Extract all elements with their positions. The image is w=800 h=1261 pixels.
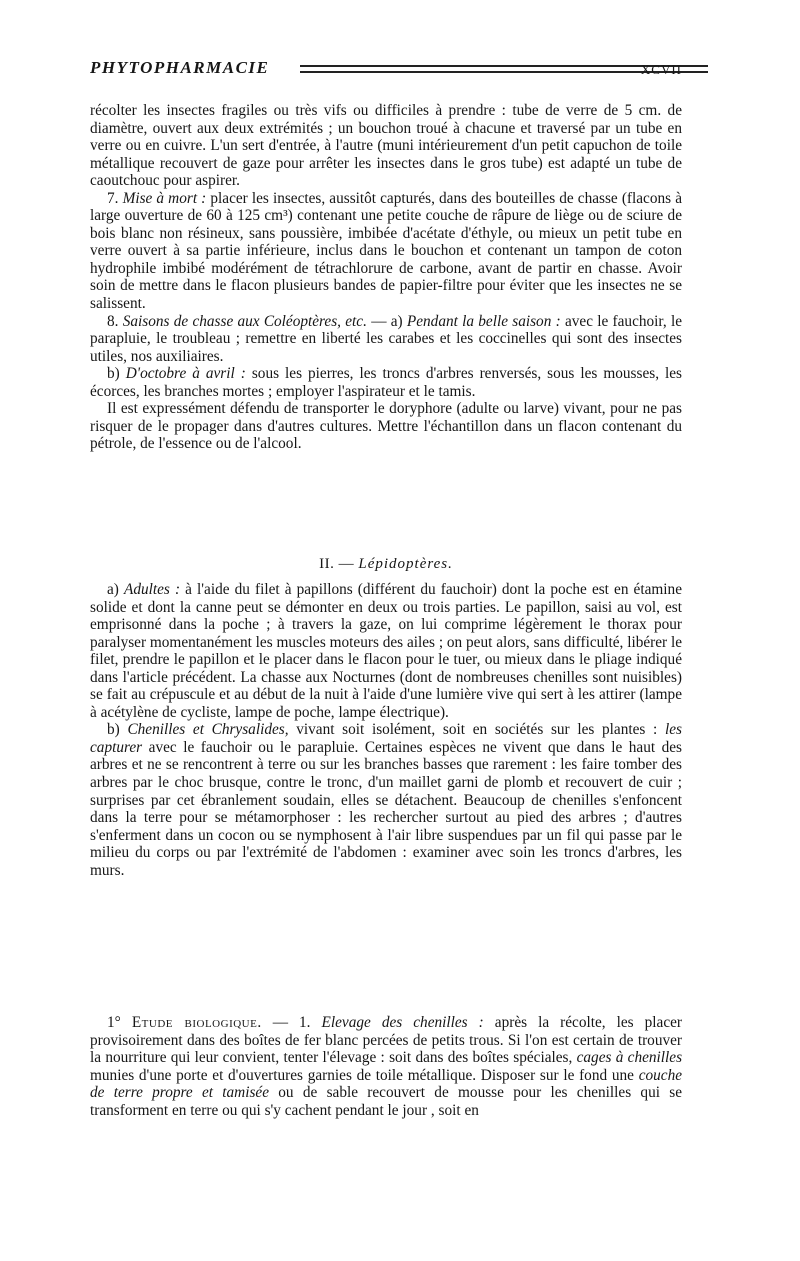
body-text-part1: [90, 102, 682, 453]
item-text: avec le fauchoir, le parapluie, le troubleau ; remettre en liberté les carabes et les coccinelles qui sont des insectes utiles, nos auxiliaires.: [90, 312, 683, 365]
item-text: ou de sable recouvert de mousse pour les chenilles qui se transforment en terre ou qui s'y cachent pendant le jour , soit en: [90, 1084, 682, 1119]
item-text: à l'aide du filet à papillons (différent du fauchoir) dont la poche est en étamine solide et dont la canne peut se démonter en deux ou trois parties. Le papillon, saisi au vol, est emprisonné dans la poche ; à travers la gaze, on lui comprime légèrement le thorax pour paralyser momentanément les muscles moteurs des ailes ; on peut alors, sans difficulté, libérer le filet, prendre le papillon et le placer dans le flacon pour le tuer, ou mieux dans le pliage indiqué dans l'article précédent. La chasse aux Nocturnes (dont de nombreuses chenilles sont nuisibles) se fait au crépuscule et au début de la nuit à l'aide d'une lumière vive qui sert à les attirer (lampe à acétylène de cycliste, lampe de poche, lampe électrique).: [90, 581, 682, 721]
item-text: vivant soit isolément, soit en sociétés sur les plantes :: [296, 721, 658, 739]
subsection-heading: Etude biologique.: [131, 1014, 262, 1031]
paragraph-chenilles: [90, 721, 682, 879]
item-sublabel: couche de terre propre et tamisée: [90, 1066, 683, 1102]
paragraph-mise-a-mort: [90, 190, 682, 313]
item-label: Elevage des chenilles :: [321, 1014, 484, 1031]
item-text: munies d'une porte et d'ouvertures garnies de toile métallique. Disposer sur le fond une: [90, 1066, 634, 1084]
paragraph-adultes: [90, 581, 682, 721]
item-label: Saisons de chasse aux Coléoptères, etc.: [122, 312, 367, 330]
body-text-lepidopteres: [90, 581, 682, 879]
paragraph-saisons: [90, 313, 682, 366]
item-label: D'octobre à avril :: [125, 365, 246, 383]
item-number: b): [107, 365, 120, 383]
item-sublabel: les capturer: [90, 721, 682, 756]
section-heading: [90, 556, 682, 573]
item-sublabel: cages à chenilles: [576, 1049, 683, 1067]
item-dash: — a): [371, 312, 403, 330]
body-text-etude: [90, 1014, 682, 1119]
page-number: XCVII: [640, 62, 682, 77]
paragraph-octobre-avril: [90, 365, 682, 400]
paragraph-doryphore: Il est expressément défendu de transporter le doryphore (adulte ou larve) vivant, pour ne pas risquer de le propager dans d'autres cultures. Mettre l'échantillon dans un flacon contenant du pétrole, de l'essence ou de l'alcool.: [90, 400, 682, 453]
item-text: après la récolte, les placer provisoirement dans des boîtes de fer blanc percées de petits trous. Si l'on est certain de trouver la nourriture qui leur convient, tenter l'élevage : soit dans des boîtes spéciales,: [90, 1014, 683, 1067]
item-number: 1°: [107, 1014, 121, 1031]
section-number: II. —: [319, 556, 355, 572]
item-dash: — 1.: [272, 1014, 311, 1031]
running-title: PHYTOPHARMACIE: [90, 58, 270, 77]
item-text: placer les insectes, aussitôt capturés, dans des bouteilles de chasse (flacons à large ouverture de 60 à 125 cm³) contenant une petite couche de râpure de liège ou de sciure de bois blanc non résineux, sans poussière, imbibée d'acétate d'éthyle, ou mieux un petit tube en verre ouvert à sa partie inférieure, inclus dans le bouchon et contenant un tampon de coton hydrophile imbibé modérément de tétrachlorure de carbone, avant de partir en chasse. Avoir soin de mettre dans le flacon plusieurs bandes de papier-filtre pour éviter que les insectes ne se salissent.: [90, 189, 682, 313]
item-number: a): [107, 581, 119, 598]
item-text: avec le fauchoir ou le parapluie. Certaines espèces ne vivent que dans le haut des arbres et ne se rencontrent à terre ou sur les branches basses que rarement : les faire tomber des arbres par le choc brusque, contre le tronc, d'un maillet garni de plomb et recouvert de cuir ; surprises par cet ébranlement soudain, elles se détachent. Beaucoup de chenilles s'enfoncent dans la terre pour se métamorphoser : les rechercher surtout au pied des arbres ; d'autres s'enferment dans un cocon ou se nymphosent à l'air libre suspendues par un fil qui passe par le milieu du corps ou par l'extrémité de l'abdomen : examiner avec soin les troncs d'arbres, les murs.: [90, 738, 683, 879]
item-text: sous les pierres, les troncs d'arbres renversés, sous les mousses, les écorces, les branches mortes ; employer l'aspirateur et le tamis.: [90, 365, 682, 400]
paragraph-etude-biologique: [90, 1014, 682, 1119]
section-title: Lépidoptères.: [358, 556, 453, 572]
item-sublabel: Pendant la belle saison :: [406, 312, 561, 330]
item-number: 7.: [107, 189, 119, 207]
item-label: Adultes :: [123, 581, 181, 598]
item-label: Chenilles et Chrysalides,: [127, 721, 289, 739]
paragraph-continuation: récolter les insectes fragiles ou très vifs ou difficiles à prendre : tube de verre de 5 cm. de diamètre, ouvert aux deux extrémités ; un bouchon troué à chacune et traversé par un tube en verre ou en cuivre. L'un sert d'entrée, à l'autre (muni intérieurement d'un petit capuchon de toile métallique recouvert de gaze pour arrêter les insectes dans le gros tube) est adapté un tube de caoutchouc pour aspirer.: [90, 102, 682, 190]
item-number: b): [107, 721, 120, 739]
item-label: Mise à mort :: [122, 189, 207, 207]
item-number: 8.: [107, 312, 119, 330]
running-head: [90, 58, 682, 82]
